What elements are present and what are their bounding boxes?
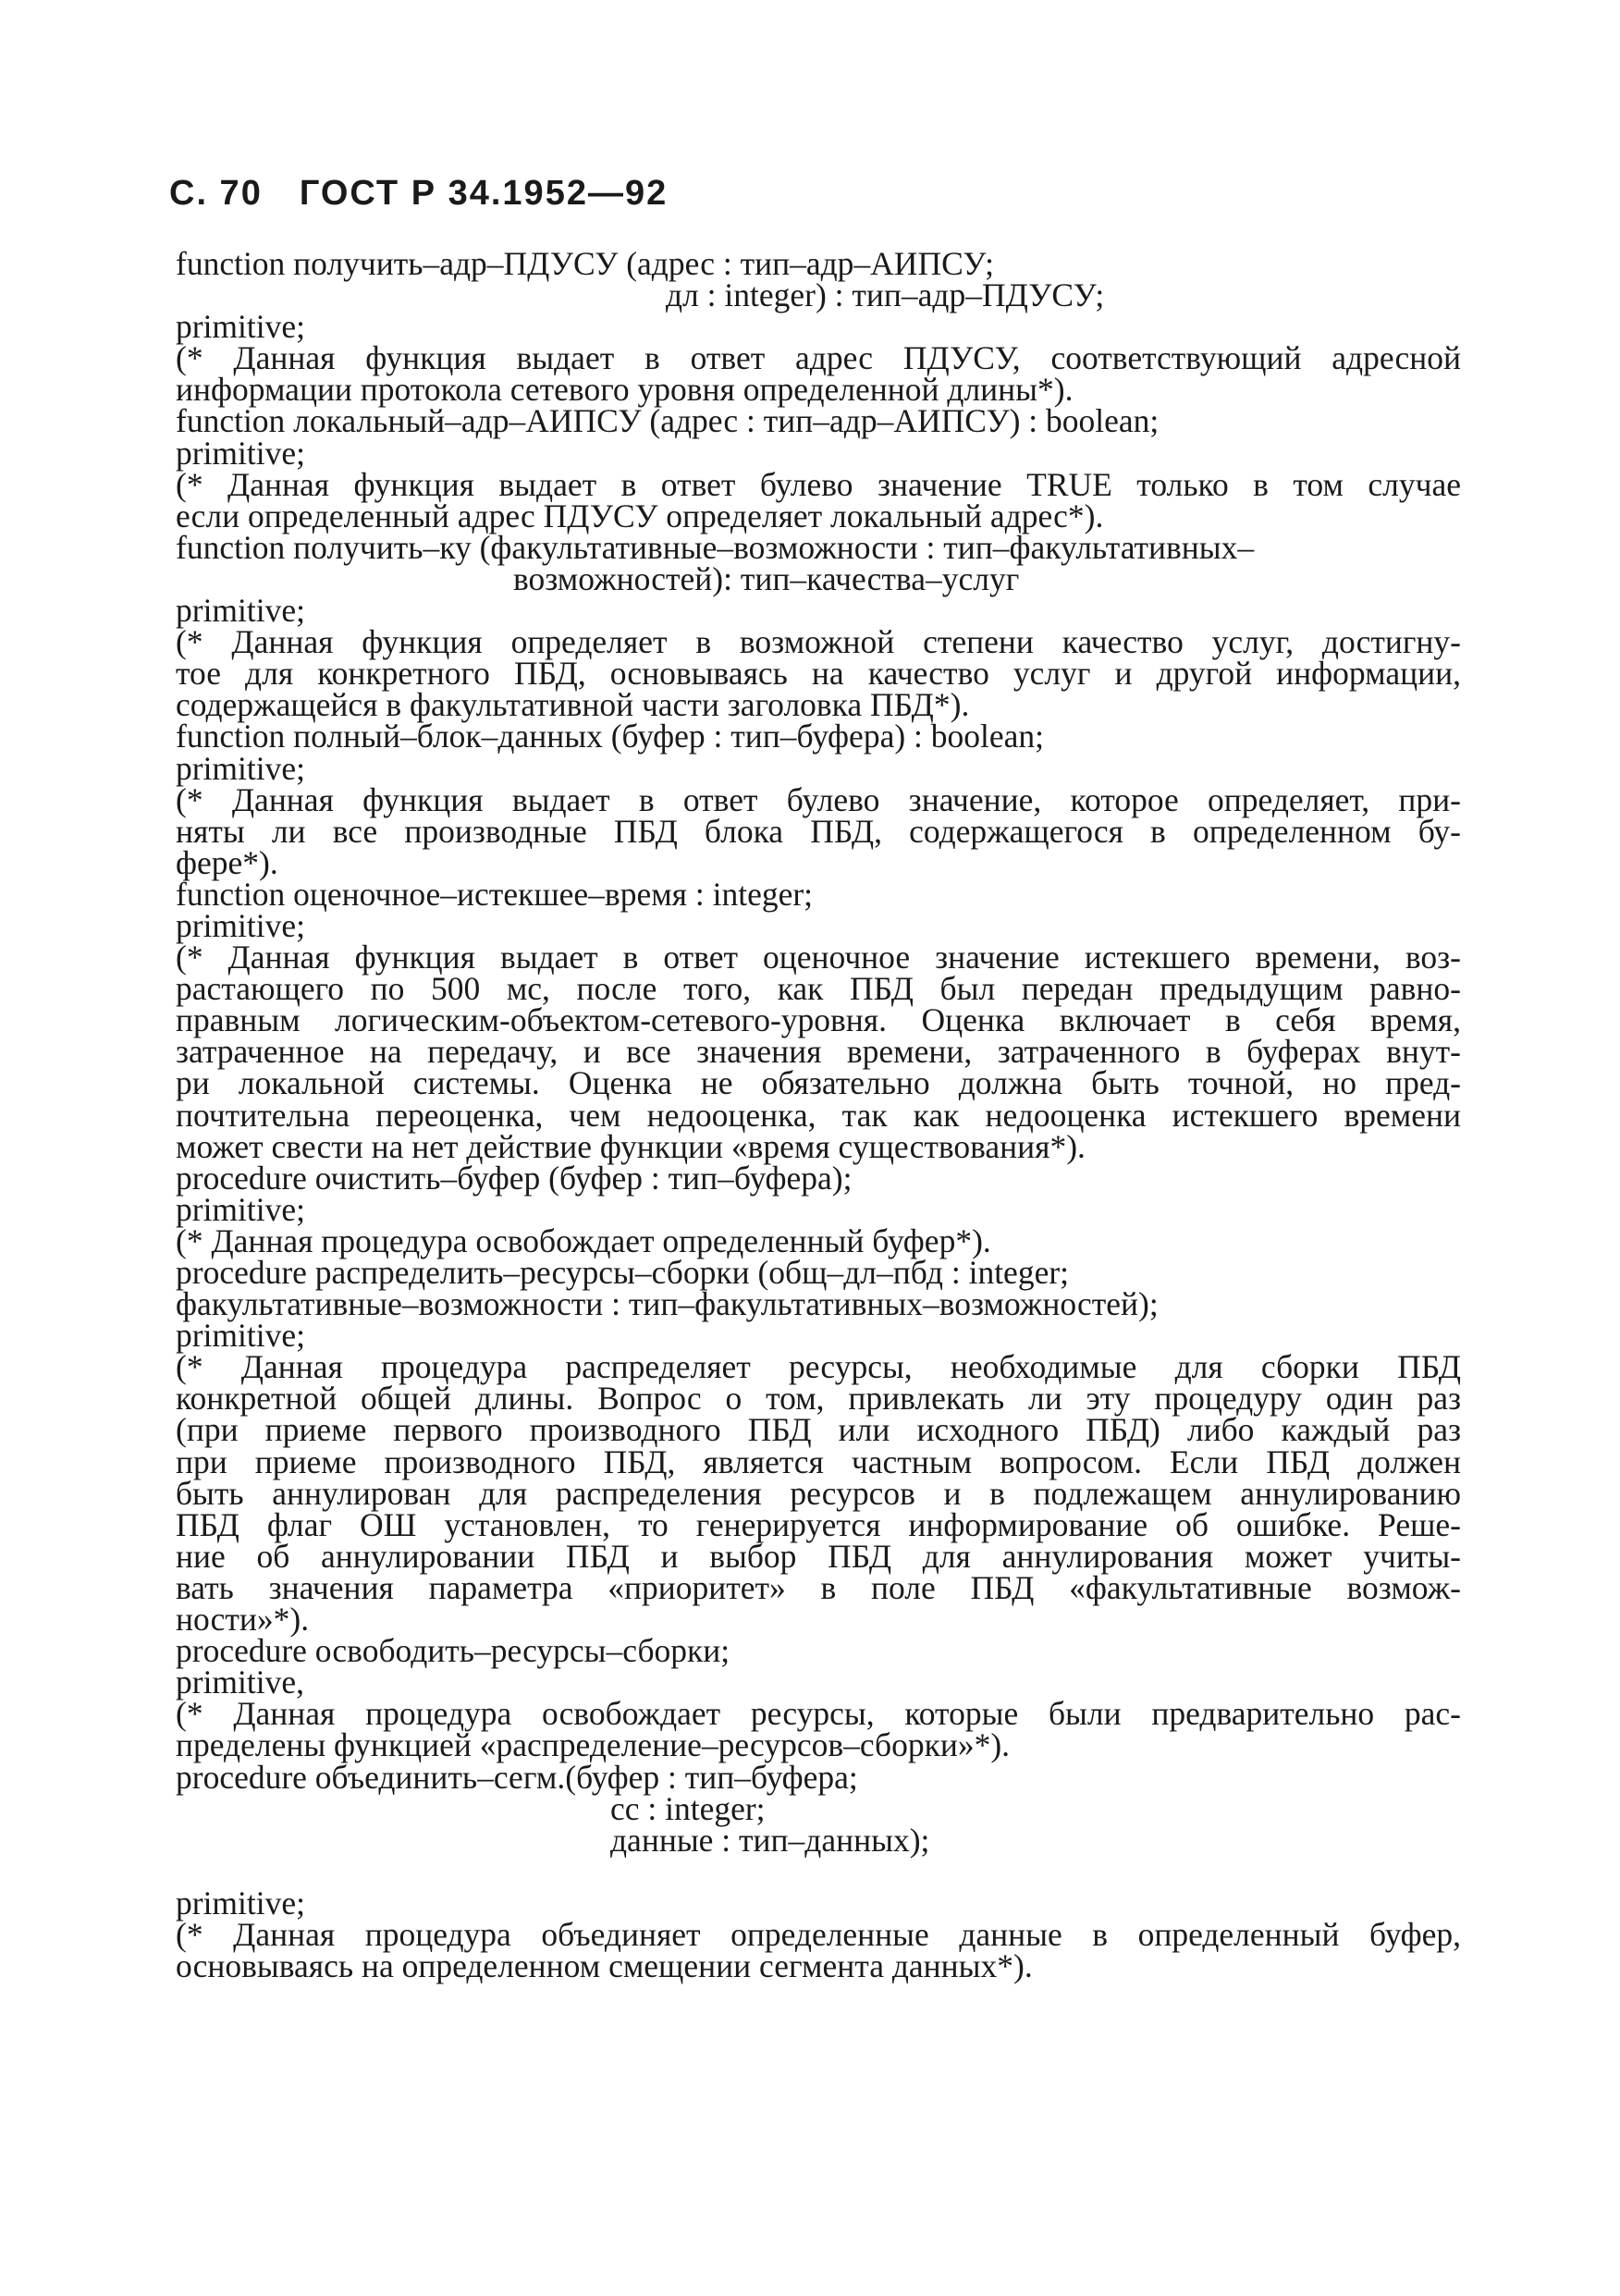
text-line: факультативные–возможности : тип–факультативных–возможностей); <box>176 1285 1159 1323</box>
text-line: primitive; <box>176 592 306 630</box>
text-line: возможностей): тип–качества–услуг <box>513 559 1020 597</box>
text-line: тое для конкретного ПБД, основываясь на качество услуг и другой информации, <box>176 655 1461 693</box>
blank-line <box>176 1856 1461 1887</box>
text-line: может свести на нет действие функции «время существования*). <box>176 1127 1086 1165</box>
text-line: быть аннулирован для распределения ресурсов и в подлежащем аннулированию <box>176 1474 1461 1512</box>
text-line: (* Данная функция выдает в ответ адрес ПДУСУ, соответствующий адресной <box>176 339 1461 377</box>
text-line: ри локальной системы. Оценка не обязательно должна быть точной, но пред- <box>176 1064 1461 1102</box>
text-line: при приеме производного ПБД, является частным вопросом. Если ПБД должен <box>176 1443 1461 1480</box>
text-line: фере*). <box>176 843 278 881</box>
text-line: (* Данная процедура освобождает ресурсы, которые были предварительно рас- <box>176 1695 1461 1733</box>
text-line: (* Данная функция определяет в возможной степени качество услуг, достигну- <box>176 623 1461 661</box>
text-line: няты ли все производные ПБД блока ПБД, содержащегося в определенном бу- <box>176 812 1461 850</box>
text-line: function полный–блок–данных (буфер : тип–буфера) : boolean; <box>176 718 1044 755</box>
text-line: primitive, <box>176 1664 305 1701</box>
text-line: растающего по 500 мс, после того, как ПБД был передан предыдущим равно- <box>176 970 1461 1008</box>
text-line: основываясь на определенном смещении сегмента данных*). <box>176 1947 1033 1985</box>
text-line: primitive; <box>176 1317 306 1355</box>
text-line: затраченное на передачу, и все значения времени, затраченного в буферах внут- <box>176 1033 1461 1071</box>
text-line: ности»*). <box>176 1601 310 1639</box>
text-line: вать значения параметра «приоритет» в поле ПБД «факультативные возмож- <box>176 1568 1461 1606</box>
text-line: (* Данная функция выдает в ответ булево значение TRUE только в том случае <box>176 465 1461 503</box>
text-line: (* Данная процедура объединяет определенные данные в определенный буфер, <box>176 1915 1461 1953</box>
text-line: primitive; <box>176 906 306 944</box>
text-line: правным логическим-объектом-сетевого-уровня. Оценка включает в себя время, <box>176 1001 1461 1039</box>
text-line: пределены функцией «распределение–ресурсов–сборки»*). <box>176 1726 1011 1764</box>
text-line: (* Данная функция выдает в ответ оценочное значение истекшего времени, воз- <box>176 939 1461 976</box>
text-line: procedure освободить–ресурсы–сборки; <box>176 1632 730 1670</box>
text-line: (при приеме первого производного ПБД или исходного ПБД) либо каждый раз <box>176 1411 1461 1449</box>
text-line: primitive; <box>176 749 306 787</box>
text-line: данные : тип–данных); <box>610 1821 930 1859</box>
text-line: (* Данная процедура распределяет ресурсы, необходимые для сборки ПБД <box>176 1348 1461 1386</box>
text-line: содержащейся в факультативной части заголовка ПБД*). <box>176 686 970 724</box>
text-line: function оценочное–истекшее–время : integer; <box>176 875 814 913</box>
text-line: сс : integer; <box>610 1789 766 1827</box>
text-line: (* Данная функция выдает в ответ булево значение, которое определяет, при- <box>176 780 1461 818</box>
text-line: конкретной общей длины. Вопрос о том, привлекать ли эту процедуру один раз <box>176 1380 1461 1418</box>
text-line: (* Данная процедура освобождает определенный буфер*). <box>176 1222 991 1259</box>
text-line: function получить–ку (факультативные–возможности : тип–факультативных– <box>176 528 1255 566</box>
text-line: procedure объединить–сегм.(буфер : тип–буфера; <box>176 1758 858 1796</box>
text-line: function получить–адр–ПДУСУ (адрес : тип–адр–АИПСУ; <box>176 245 994 282</box>
text-line: primitive; <box>176 1190 306 1228</box>
text-line: primitive; <box>176 434 306 472</box>
document-id: ГОСТ Р 34.1952—92 <box>299 174 669 213</box>
text-line: procedure распределить–ресурсы–сборки (общ–дл–пбд : integer; <box>176 1254 1070 1291</box>
text-line: информации протокола сетевого уровня определенной длины*). <box>176 371 1074 409</box>
text-line: primitive; <box>176 308 306 346</box>
text-line: function локальный–адр–АИПСУ (адрес : тип–адр–АИПСУ) : boolean; <box>176 402 1160 440</box>
page-number: С. 70 <box>169 174 263 213</box>
text-line: дл : integer) : тип–адр–ПДУСУ; <box>666 276 1105 314</box>
text-line: procedure очистить–буфер (буфер : тип–буфера); <box>176 1159 853 1197</box>
document-body <box>176 245 1461 1985</box>
text-line: ние об аннулировании ПБД и выбор ПБД для аннулирования может учиты- <box>176 1537 1461 1575</box>
page-header <box>169 174 668 214</box>
text-line: primitive; <box>176 1884 306 1922</box>
text-line: если определенный адрес ПДУСУ определяет локальный адрес*). <box>176 497 1104 534</box>
text-line: ПБД флаг ОШ установлен, то генерируется информирование об ошибке. Реше- <box>176 1505 1461 1543</box>
text-line: почтительна переоценка, чем недооценка, так как недооценка истекшего времени <box>176 1096 1461 1134</box>
